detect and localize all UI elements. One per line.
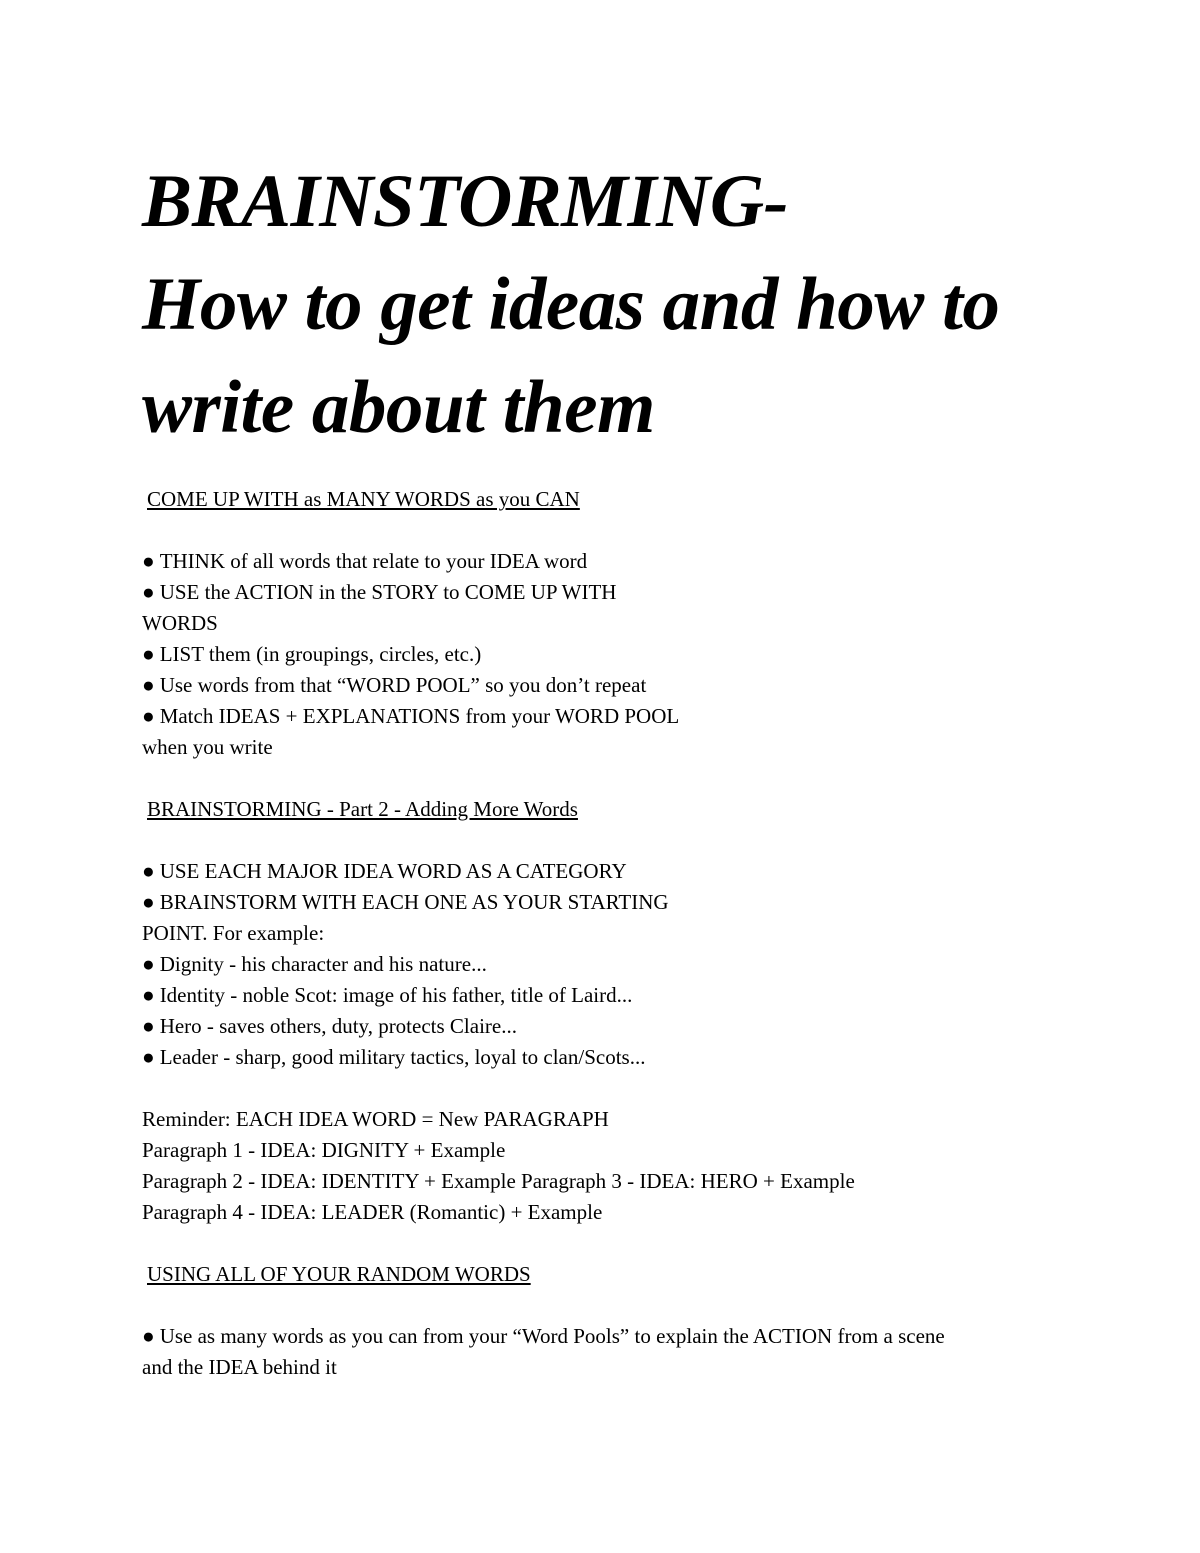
bullet-text: Dignity - his character and his nature... (159, 952, 487, 976)
title-line-1: BRAINSTORMING- (142, 160, 788, 243)
document-body (142, 484, 1102, 1383)
bullet-item (142, 1321, 1102, 1352)
bullet-item (142, 577, 1102, 608)
spacer (142, 515, 1102, 546)
bullet-item (142, 1011, 1102, 1042)
reminder-line: Reminder: EACH IDEA WORD = New PARAGRAPH (142, 1107, 609, 1131)
bullet-item (142, 639, 1102, 670)
bullet-icon: ● (142, 704, 155, 728)
bullet-icon: ● (142, 1014, 155, 1038)
section-heading-part-2: BRAINSTORMING - Part 2 - Adding More Words (147, 797, 578, 821)
bullet-text: LIST them (in groupings, circles, etc.) (159, 642, 482, 666)
bullet-text: USE EACH MAJOR IDEA WORD AS A CATEGORY (159, 859, 627, 883)
bullet-icon: ● (142, 1045, 155, 1069)
bullet-text: USE the ACTION in the STORY to COME UP WITH (159, 580, 617, 604)
bullet-continuation: POINT. For example: (142, 921, 325, 945)
spacer (142, 1228, 1102, 1259)
bullet-item (142, 701, 1102, 732)
title-line-3: write about them (142, 366, 655, 449)
title-line-2: How to get ideas and how to (142, 263, 1000, 346)
bullet-item (142, 949, 1102, 980)
spacer (142, 825, 1102, 856)
bullet-icon: ● (142, 1324, 155, 1348)
bullet-text: BRAINSTORM WITH EACH ONE AS YOUR STARTING (159, 890, 669, 914)
paragraph-plan-line: Paragraph 4 - IDEA: LEADER (Romantic) + Example (142, 1200, 603, 1224)
spacer (142, 763, 1102, 794)
bullet-item (142, 670, 1102, 701)
bullet-text: Hero - saves others, duty, protects Claire... (159, 1014, 517, 1038)
bullet-item (142, 546, 1102, 577)
spacer (142, 1073, 1102, 1104)
section-heading-random-words: USING ALL OF YOUR RANDOM WORDS (147, 1262, 531, 1286)
bullet-text: Use as many words as you can from your “Word Pools” to explain the ACTION from a scene (159, 1324, 945, 1348)
bullet-text: Leader - sharp, good military tactics, loyal to clan/Scots... (159, 1045, 646, 1069)
document-title (142, 150, 1142, 459)
bullet-item (142, 887, 1102, 918)
bullet-continuation: WORDS (142, 611, 218, 635)
paragraph-plan-line: Paragraph 2 - IDEA: IDENTITY + Example Paragraph 3 - IDEA: HERO + Example (142, 1169, 855, 1193)
bullet-item (142, 1042, 1102, 1073)
bullet-icon: ● (142, 952, 155, 976)
bullet-icon: ● (142, 983, 155, 1007)
spacer (142, 1290, 1102, 1321)
bullet-item (142, 856, 1102, 887)
bullet-icon: ● (142, 673, 155, 697)
bullet-text: Identity - noble Scot: image of his father, title of Laird... (159, 983, 633, 1007)
bullet-text: THINK of all words that relate to your IDEA word (159, 549, 588, 573)
bullet-icon: ● (142, 859, 155, 883)
bullet-item (142, 980, 1102, 1011)
paragraph-plan-line: Paragraph 1 - IDEA: DIGNITY + Example (142, 1138, 506, 1162)
bullet-icon: ● (142, 890, 155, 914)
bullet-icon: ● (142, 642, 155, 666)
section-heading-word-count: COME UP WITH as MANY WORDS as you CAN (147, 487, 580, 511)
bullet-continuation: and the IDEA behind it (142, 1355, 337, 1379)
bullet-text: Use words from that “WORD POOL” so you don’t repeat (159, 673, 647, 697)
bullet-text: Match IDEAS + EXPLANATIONS from your WORD POOL (159, 704, 680, 728)
bullet-icon: ● (142, 549, 155, 573)
bullet-continuation: when you write (142, 735, 273, 759)
bullet-icon: ● (142, 580, 155, 604)
